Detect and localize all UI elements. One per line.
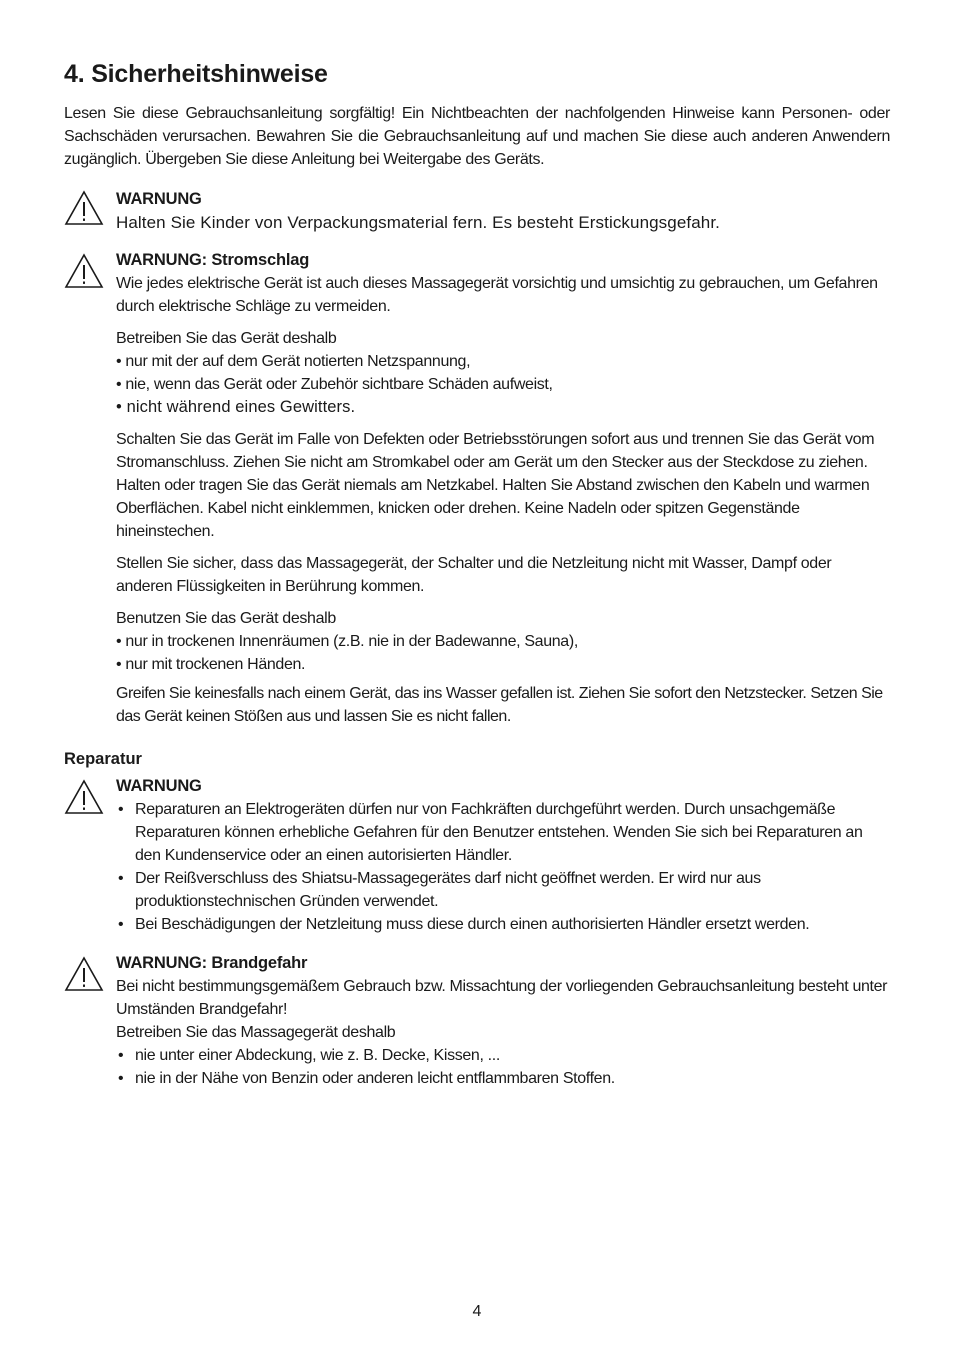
warning-text: Halten Sie Kinder von Verpackungsmaterial fern. Es besteht Erstickungsgefahr. bbox=[116, 213, 720, 232]
warning-paragraph: Wie jedes elektrische Gerät ist auch dieses Massagegerät vorsichtig und umsichtig zu gebrauchen, um Gefahren durch elektrische Schläge zu vermeiden. bbox=[116, 275, 878, 315]
bullet-list bbox=[116, 798, 890, 936]
list-item: • nur in trockenen Innenräumen (z.B. nie in der Badewanne, Sauna), bbox=[116, 630, 890, 653]
warning-repair bbox=[64, 775, 890, 936]
list-item: • nie, wenn das Gerät oder Zubehör sichtbare Schäden aufweist, bbox=[116, 373, 890, 396]
warning-fire bbox=[64, 952, 890, 1090]
warning-packaging bbox=[64, 188, 890, 235]
list-item: • Der Reißverschluss des Shiatsu-Massagegerätes darf nicht geöffnet werden. Er wird nur aus produktionstechnischen Gründen verwendet. bbox=[116, 867, 890, 913]
warning-triangle-icon bbox=[64, 779, 104, 815]
warning-triangle-icon bbox=[64, 190, 104, 226]
list-item: • Bei Beschädigungen der Netzleitung muss diese durch einen authorisierten Händler ersetzt werden. bbox=[116, 913, 890, 936]
page-content bbox=[64, 58, 890, 1106]
list-intro: Benutzen Sie das Gerät deshalb bbox=[116, 610, 336, 627]
bullet-list bbox=[116, 630, 890, 676]
warning-title: WARNUNG: Stromschlag bbox=[116, 251, 310, 269]
list-intro: Betreiben Sie das Massagegerät deshalb bbox=[116, 1024, 396, 1041]
intro-text: Lesen Sie diese Gebrauchsanleitung sorgfältig! Ein Nichtbeachten der nachfolgenden Hinweise kann Personen- oder Sachschäden verursachen. Bewahren Sie die Gebrauchsanleitung auf und machen Sie diese auch anderen Anwendern zugänglich. Übergeben Sie diese Anleitung bei Weitergabe des Geräts. bbox=[64, 105, 890, 168]
warning-triangle-icon bbox=[64, 253, 104, 289]
list-item: • nie in der Nähe von Benzin oder anderen leicht entflammbaren Stoffen. bbox=[116, 1067, 890, 1090]
list-item: • nie unter einer Abdeckung, wie z. B. Decke, Kissen, ... bbox=[116, 1044, 890, 1067]
page-number: 4 bbox=[472, 1303, 482, 1320]
page-title: 4. Sicherheitshinweise bbox=[64, 60, 328, 88]
warning-triangle-icon bbox=[64, 956, 104, 992]
bullet-list bbox=[116, 350, 890, 419]
warning-paragraph: Bei nicht bestimmungsgemäßem Gebrauch bzw. Missachtung der vorliegenden Gebrauchsanleitung besteht unter Umständen Brandgefahr! bbox=[116, 978, 888, 1018]
list-item: • nur mit der auf dem Gerät notierten Netzspannung, bbox=[116, 350, 890, 373]
list-item: • nicht während eines Gewitters. bbox=[116, 396, 890, 419]
warning-paragraph: Schalten Sie das Gerät im Falle von Defekten oder Betriebsstörungen sofort aus und trennen Sie das Gerät vom Stromanschluss. Ziehen Sie nicht am Stromkabel oder am Gerät um den Stecker aus der Steckdose zu ziehen. Halten oder tragen Sie das Gerät niemals am Netzkabel. Halten Sie Abstand zwischen den Kabeln und warmen Oberflächen. Kabel nicht einklemmen, knicken oder drehen. Keine Nadeln oder spitzen Gegenstände hineinstechen. bbox=[116, 431, 875, 540]
list-intro: Betreiben Sie das Gerät deshalb bbox=[116, 330, 337, 347]
warning-paragraph: Greifen Sie keinesfalls nach einem Gerät, das ins Wasser gefallen ist. Ziehen Sie sofort den Netzstecker. Setzen Sie das Gerät keinen Stößen aus und lassen Sie es nicht fallen. bbox=[116, 685, 883, 725]
list-item: • nur mit trockenen Händen. bbox=[116, 653, 890, 676]
section-title-repair: Reparatur bbox=[64, 750, 142, 768]
warning-electric-shock bbox=[64, 249, 890, 728]
bullet-list bbox=[116, 1044, 890, 1090]
warning-title: WARNUNG bbox=[116, 777, 202, 795]
warning-title: WARNUNG bbox=[116, 190, 202, 208]
list-item: • Reparaturen an Elektrogeräten dürfen nur von Fachkräften durchgeführt werden. Durch unsachgemäße Reparaturen können erhebliche Gefahren für den Benutzer entstehen. Wenden Sie sich bei Reparaturen an den Kundenservice oder an einen autorisierten Händler. bbox=[116, 798, 890, 867]
warning-title: WARNUNG: Brandgefahr bbox=[116, 954, 308, 972]
warning-paragraph: Stellen Sie sicher, dass das Massagegerät, der Schalter und die Netzleitung nicht mit Wasser, Dampf oder anderen Flüssigkeiten in Berührung kommen. bbox=[116, 555, 832, 595]
